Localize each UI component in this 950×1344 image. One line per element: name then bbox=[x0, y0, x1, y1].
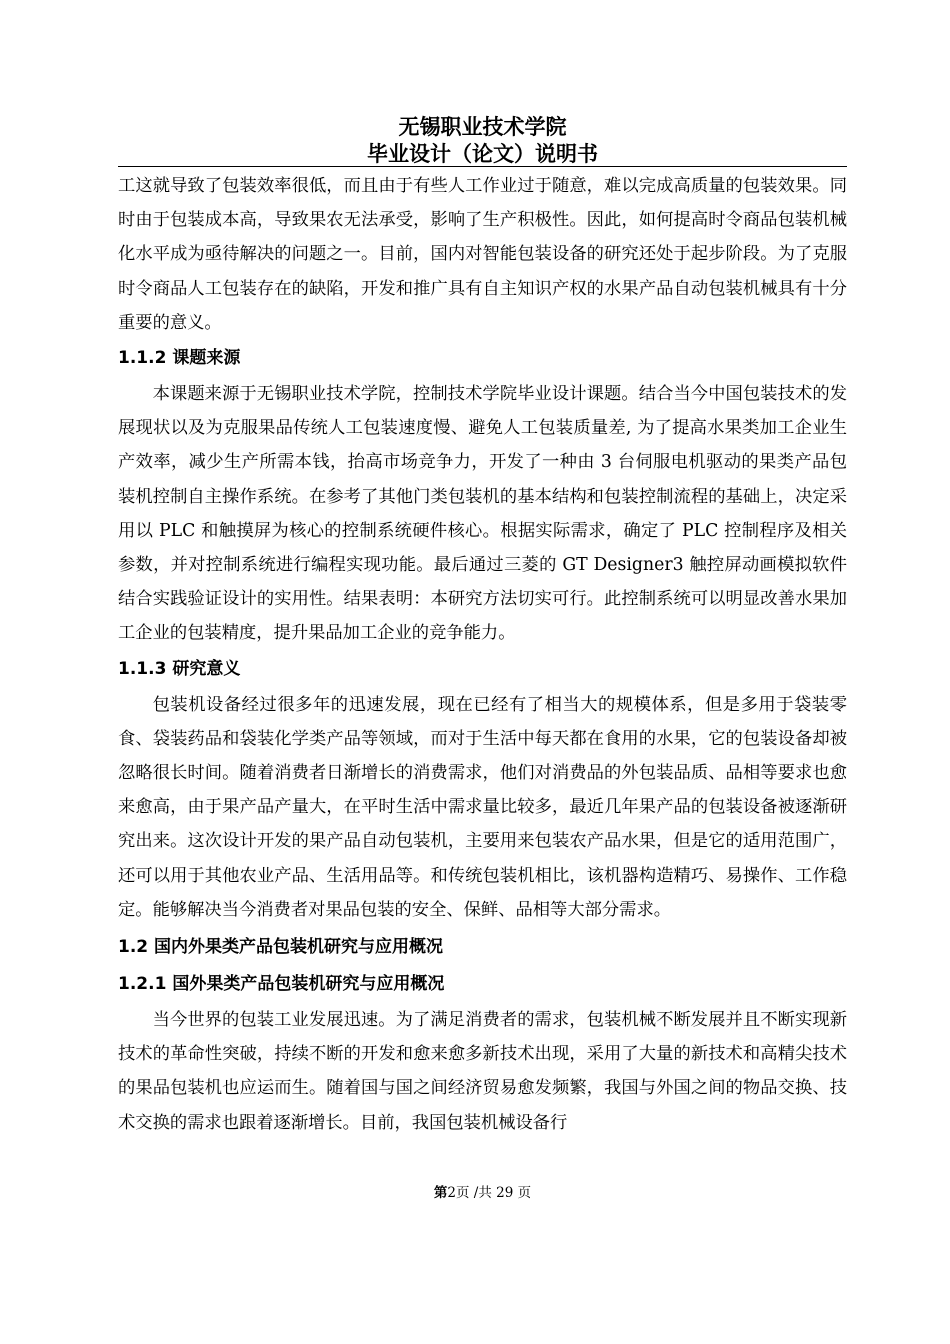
paragraph-foreign-overview: 当今世界的包装工业发展迅速。为了满足消费者的需求，包装机械不断发展并且不断实现新技术的革命性突破，持续不断的开发和愈来愈多新技术出现，采用了大量的新技术和高精尖技术的果品包装机也应运而生。随着国与国之间经济贸易愈发频繁，我国与外国之间的物品交换、技术交换的需求也跟着逐渐增长。目前，我国包装机械设备行 bbox=[118, 1010, 847, 1133]
page-number: 2 bbox=[447, 1185, 456, 1201]
paragraph-research-significance: 包装机设备经过很多年的迅速发展，现在已经有了相当大的规模体系，但是多用于袋装零食、袋装药品和袋装化学类产品等领域，而对于生活中每天都在食用的水果，它的包装设备却被忽略很长时间。随着消费者日渐增长的消费需求，他们对消费品的外包装品质、品相等要求也愈来愈高，由于果产品产量大，在平时生活中需求量比较多，最近几年果产品的包装设备被逐渐研究出来。这次设计开发的果产品自动包装机，主要用来包装农产品水果，但是它的适用范围广，还可以用于其他农业产品、生活用品等。和传统包装机相比，该机器构造精巧、易操作、工作稳定。能够解决当今消费者对果品包装的安全、保鲜、品相等大部分需求。 bbox=[118, 694, 847, 920]
section-heading-1-2-1: 1.2.1 国外果类产品包装机研究与应用概况 bbox=[118, 974, 445, 995]
paragraph-topic-source: 本课题来源于无锡职业技术学院，控制技术学院毕业设计课题。结合当今中国包装技术的发展现状以及为克服果品传统人工包装速度慢、避免人工包装质量差, 为了提高水果类加工企业生产效率，减少生产所需本钱，抬高市场竞争力，开发了一种由 3 台伺服电机驱动的果类产品包装机控制自主操作系统。在参考了其他门类包装机的基本结构和包装控制流程的基础上，决定采用以 PLC 和触摸屏为核心的控制系统硬件核心。根据实际需求，确定了 PLC 控制程序及相关参数，并对控制系统进行编程实现功能。最后通过三菱的 GT Designer3 触控屏动画模拟软件结合实践验证设计的实用性。结果表明：本研究方法切实可行。此控制系统可以明显改善水果加工企业的包装精度，提升果品加工企业的竞争能力。 bbox=[118, 384, 847, 644]
school-name: 无锡职业技术学院 bbox=[398, 115, 567, 139]
page-suffix: 页 /共 29 页 bbox=[455, 1185, 532, 1201]
page-footer bbox=[118, 1183, 847, 1203]
page-prefix: 第 bbox=[433, 1185, 448, 1201]
intro-paragraph: 工这就导致了包装效率很低，而且由于有些人工作业过于随意，难以完成高质量的包装效果。同时由于包装成本高，导致果农无法承受，影响了生产积极性。因此，如何提高时令商品包装机械化水平成为亟待解决的问题之一。目前，国内对智能包装设备的研究还处于起步阶段。为了克服时令商品人工包装存在的缺陷，开发和推广具有自主知识产权的水果产品自动包装机械具有十分重要的意义。 bbox=[118, 176, 847, 333]
section-heading-1-1-3: 1.1.3 研究意义 bbox=[118, 658, 241, 679]
section-heading-1-2: 1.2 国内外果类产品包装机研究与应用概况 bbox=[118, 937, 444, 958]
document-body bbox=[118, 169, 847, 1140]
section-heading-1-1-2: 1.1.2 课题来源 bbox=[118, 348, 241, 369]
header-divider bbox=[118, 166, 847, 167]
document-title: 毕业设计（论文）说明书 bbox=[367, 142, 598, 166]
document-header bbox=[118, 114, 847, 168]
